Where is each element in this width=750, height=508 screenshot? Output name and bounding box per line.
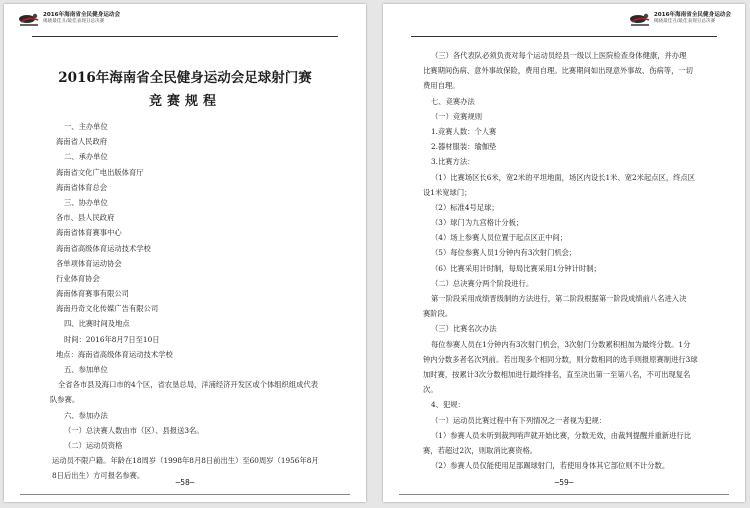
text-line: （二）运动员资格 [64, 440, 123, 450]
text-line: 赛，若超过2次，则取消比赛资格。 [423, 445, 538, 455]
text-line: （一）总決赛人数由市（区）、县报送3名。 [64, 425, 204, 435]
page-header [18, 12, 120, 28]
text-line: 三、协办单位 [64, 197, 108, 207]
left-page [4, 4, 366, 502]
text-line: （5）每位参赛人员1分钟内有3次射门机会； [431, 248, 577, 258]
text-line: （三）各代表队必须负责对每个运动员经县一级以上医院检查身体健康，并办理 [431, 51, 687, 60]
logo-icon [629, 12, 651, 28]
right-page [383, 4, 745, 502]
text-line: 地点：海南省高级体育运动技术学校 [56, 349, 173, 359]
footer-divider [20, 494, 350, 495]
text-line: 六、参加办法 [64, 410, 108, 420]
header-title: 2016年海南省全民健身运动会 [653, 12, 731, 18]
text-line: （1）比赛场区长6米，宽2米的平坦地面，场区内设长1米、宽2米起点区，终点区 [431, 172, 696, 182]
text-line: 四、比赛时间及地点 [64, 319, 130, 329]
header-subtitle: 揭晓最佳丑/最佳表现丑总决赛 [653, 19, 716, 24]
text-line: 二、承办单位 [64, 152, 108, 162]
header-title: 2016年海南省全民健身运动会 [43, 12, 121, 18]
text-line: 钟内分数多者名次列前。若出现多个相同分数，则分数相同的选手则报原赛制进行3球 [423, 354, 698, 364]
text-line: 加时赛，按累计3次分数相加进行最终排名，直至决出第一至第八名，不可出现复名 [423, 369, 691, 379]
text-line: （2）参赛人员仅能使用足部踢球射门，若使用身体其它部位则不计分数。 [431, 461, 670, 471]
text-line: 队参赛。 [50, 395, 80, 405]
text-line: 海南省体育总会 [56, 182, 108, 192]
text-line: 海南丹奇文化传媒广告有限公司 [56, 304, 159, 314]
page-number: ─58─ [175, 478, 195, 487]
text-line: （二）总决赛分两个阶段进行。 [431, 278, 534, 288]
page-header [629, 12, 731, 28]
text-line: 各市、县人民政府 [56, 213, 115, 223]
footer-divider [399, 494, 729, 495]
text-line: 第一阶段采用成绩晋级制的方法进行，第二阶段根据第一阶段成绩前八名进入决 [431, 294, 687, 303]
text-line: 全省各市县及海口市的4个区，省农垦总局，洋浦经济开发区或个体组织组成代表 [58, 380, 319, 390]
text-line: （一）运动员比赛过程中有下列情况之一者视为犯规： [431, 415, 607, 425]
text-line: 费用自理。 [423, 81, 460, 91]
header-divider [411, 36, 717, 37]
document-subtitle: 竞赛规程 [148, 94, 221, 109]
text-line: 各单项体育运动协会 [56, 258, 122, 268]
text-line: 3.比赛方法： [431, 157, 475, 167]
text-line: 设1米宽球门； [423, 187, 472, 197]
text-line: 比赛期间伤病、意外事故保险，费用自理。比赛期间如出现意外事故、伤病等，一切 [423, 66, 693, 76]
text-line: 行业体育协会 [56, 273, 100, 283]
text-line: （三）比赛名次办法 [431, 324, 497, 334]
text-line: 七、竞赛办法 [431, 96, 475, 106]
text-line: 1.竞赛人数：个人赛 [431, 126, 497, 136]
text-line: 次。 [423, 385, 438, 395]
text-line: 每位参赛人员在1分钟内有3次射门机会，3次射门分数累积相加为最终分数。1分 [431, 339, 691, 349]
text-line: （2）标准4号足球； [431, 202, 499, 212]
logo-icon [18, 12, 40, 28]
text-line: （一）竞赛规则 [431, 111, 483, 121]
text-line: 海南省文化广电出版体育厅 [56, 167, 144, 177]
text-line: 4、犯规： [431, 400, 465, 410]
text-line: 2.器材服装：瑜伽垫 [431, 142, 497, 152]
text-line: 一、主办单位 [64, 122, 108, 131]
text-line: （6）比赛采用计时制，每局比赛采用1分钟计时制； [431, 263, 601, 273]
header-divider [32, 36, 338, 37]
text-line: （1）参赛人员未听到裁判哨声就开始比赛，分数无效，由裁判提醒并重新进行比 [431, 430, 692, 440]
left-body [50, 119, 319, 484]
text-line: 海南省体育赛事中心 [56, 228, 122, 238]
text-line: 时间：2016年8月7日至10日 [64, 334, 160, 344]
text-line: 海南体育赛事有限公司 [56, 289, 129, 299]
text-line: 赛阶段。 [423, 309, 453, 319]
text-line: 8日后出生）方可报名参赛。 [52, 471, 145, 481]
text-line: （4）场上参赛人员位置于起点区正中间； [431, 233, 567, 243]
text-line: （3）球门为九宫格计分板； [431, 218, 524, 228]
right-body [423, 48, 698, 473]
text-line: 五、参加单位 [64, 365, 108, 374]
document-title: 2016年海南省全民健身运动会足球射门赛 [58, 70, 312, 86]
text-line: 海南省人民政府 [56, 137, 108, 147]
text-line: 运动员不限户籍。年龄在18周岁（1998年8月8日前出生）至60周岁（1956年8月 [52, 456, 319, 466]
page-number: ─59─ [554, 478, 574, 487]
text-line: 海南省高级体育运动技术学校 [56, 243, 151, 253]
header-subtitle: 揭晓最佳丑/最佳表现丑总决赛 [43, 19, 105, 24]
